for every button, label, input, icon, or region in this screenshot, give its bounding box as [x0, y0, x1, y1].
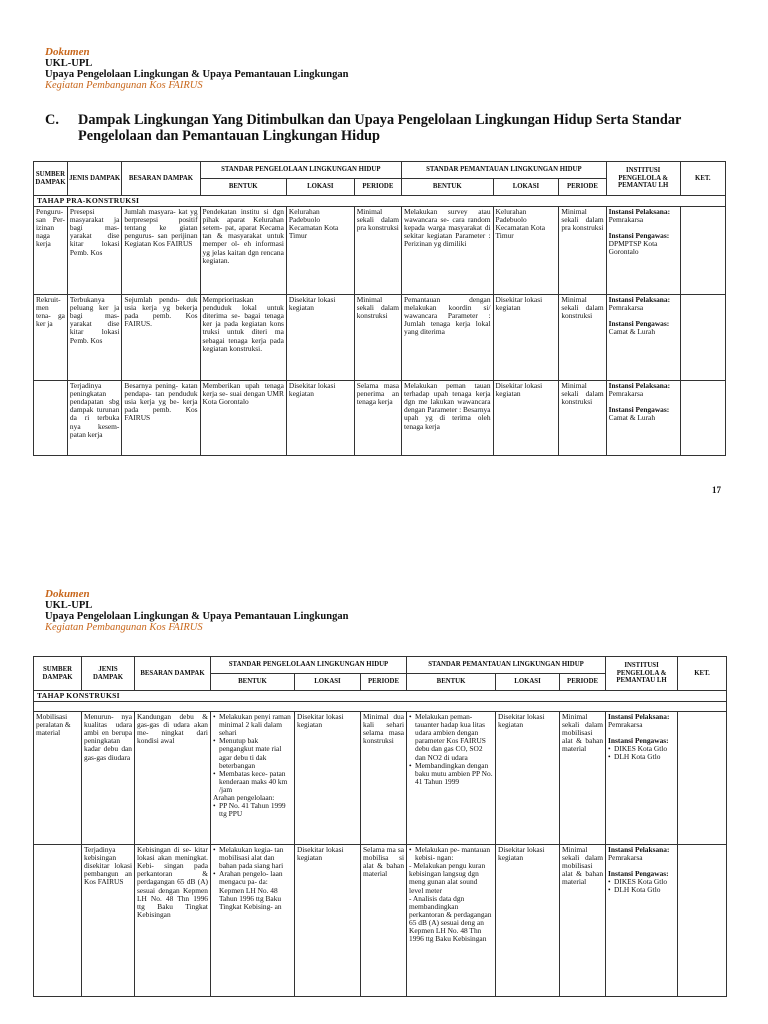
col-periode-kelola: PERIODE [354, 179, 401, 196]
pengawas-label: Instansi Pengawas: [608, 319, 670, 329]
col-periode-pantau: PERIODE [559, 179, 606, 196]
pengawas-item: • DIKES Kota Gtlo [614, 745, 675, 753]
document-label: Dokumen [45, 46, 90, 58]
cell-institusi [606, 845, 678, 997]
header-title: Upaya Pengelolaan Lingkungan & Upaya Pemantauan Lingkungan [45, 611, 349, 622]
pengawas-label: Instansi Pengawas: [608, 736, 669, 746]
pengawas-item: • DLH Kota Gtlo [614, 886, 675, 894]
cell-sumber: Penguru- san Per- izinan naga kerja [34, 207, 68, 295]
cell-periode-kelola: Selama masa penerima an tenaga kerja [354, 381, 401, 456]
pelaksana-value: Pemrakarsa [608, 215, 644, 225]
col-sumber-dampak: SUMBER DAMPAK [34, 162, 68, 196]
col-standar-pemantauan: STANDAR PEMANTAUAN LINGKUNGAN HIDUP [402, 162, 607, 179]
col-jenis-dampak: JENIS DAMPAK [67, 162, 121, 196]
cell-lokasi-pantau: Disekitar lokasi kegiatan [496, 712, 560, 845]
cell-lokasi-pantau: Kelurahan Padebuolo Kecamatan Kota Timur [493, 207, 559, 295]
pantau-item: - Analisis data dgn membandingkan perkantoran & perdagangan 65 dB (A) sesuai deng an Kepmen LH No. 48 Thn 1996 ttg Baku Kebisingan [409, 893, 492, 944]
stage-row: TAHAP KONSTRUKSI [34, 691, 727, 702]
spacer-row [34, 702, 727, 712]
col-lokasi-kelola: LOKASI [286, 179, 354, 196]
pengawas-item: • DIKES Kota Gtlo [614, 878, 675, 886]
cell-bentuk-kelola: Memberikan upah tenaga kerja se- suai dengan UMR Kota Gorontalo [200, 381, 286, 456]
pelaksana-label: Instansi Pelaksana: [608, 207, 671, 217]
col-standar-pengelolaan: STANDAR PENGELOLAAN LINGKUNGAN HIDUP [211, 657, 407, 674]
col-periode-kelola: PERIODE [361, 674, 407, 691]
cell-periode-kelola: Minimal dua kali sehari selama masa konstruksi [361, 712, 407, 845]
table-row [34, 381, 726, 456]
cell-bentuk-kelola: Pendekatan institu si dgn pihak aparat Kelurahan setem- pat, aparat Kecama tan & masyarakat untuk memper ol- eh informasi yg jelas kaitan dgn rencana kegiatan. [200, 207, 286, 295]
col-institusi: INSTITUSI PENGELOLA & PEMANTAU LH [606, 657, 678, 691]
pantau-item: - Melakukan pengu kuran kebisingan langsug dgn meng gunan alat sound level meter [409, 861, 486, 895]
cell-lokasi-pantau: Disekitar lokasi kegiatan [493, 381, 559, 456]
cell-bentuk-pantau: Pemantauan dengan melakukan koordin si/ wawancara Parameter : Jumlah tenaga kerja lokal yang diterima [402, 295, 494, 381]
header-activity: Kegiatan Pembangunan Kos FAIRUS [45, 80, 203, 91]
cell-jenis: Terjadinya kebisingan disekitar lokasi pembangun an Kos FAIRUS [82, 845, 135, 997]
col-lokasi-kelola: LOKASI [295, 674, 361, 691]
cell-sumber [34, 845, 82, 997]
cell-lokasi-kelola: Disekitar lokasi kegiatan [286, 295, 354, 381]
document-label: Dokumen [45, 588, 90, 600]
cell-lokasi-kelola: Kelurahan Padebuolo Kecamatan Kota Timur [286, 207, 354, 295]
pelaksana-value: Pemrakarsa [608, 720, 643, 730]
cell-institusi [606, 712, 678, 845]
cell-ket [680, 207, 725, 295]
cell-periode-kelola: Minimal sekali dalam konstruksi [354, 295, 401, 381]
col-standar-pemantauan: STANDAR PEMANTAUAN LINGKUNGAN HIDUP [407, 657, 606, 674]
cell-periode-pantau: Minimal sekali dalam konstruksi [559, 295, 606, 381]
pantau-item: • Membandingkan dengan baku mutu ambien PP No. 41 Tahun 1999 [415, 762, 493, 786]
cell-sumber [34, 381, 68, 456]
cell-lokasi-kelola: Disekitar lokasi kegiatan [295, 712, 361, 845]
stage-row: TAHAP PRA-KONSTRUKSI [34, 196, 726, 207]
header-activity: Kegiatan Pembangunan Kos FAIRUS [45, 622, 203, 633]
section-heading [45, 112, 735, 144]
table-row [34, 845, 727, 997]
col-lokasi-pantau: LOKASI [493, 179, 559, 196]
col-lokasi-pantau: LOKASI [496, 674, 560, 691]
cell-sumber: Mobilisasi peralatan & material [34, 712, 82, 845]
pelaksana-value: Pemrakarsa [608, 853, 643, 863]
cell-periode-kelola: Minimal sekali dalam pra konstruksi [354, 207, 401, 295]
cell-besaran: Kebisingan di se- kitar lokasi akan meningkat. Kebi- singan pada perkantoran & perdagangan 65 dB (A) sesuai dengan Kepmen LH No. 48 Thn 1996 ttg Baku Tingkat Kebisingan [135, 845, 211, 997]
kelola-item: • Melakukan kegia- tan mobilisasi alat dan bahan pada siang hari [219, 846, 292, 870]
pengawas-label: Instansi Pengawas: [608, 231, 670, 241]
cell-sumber: Rekruit- men tena- ga ker ja [34, 295, 68, 381]
col-bentuk-kelola: BENTUK [211, 674, 295, 691]
header-ukl-upl: UKL-UPL [45, 58, 93, 69]
document-header [45, 46, 348, 91]
cell-lokasi-pantau: Disekitar lokasi kegiatan [493, 295, 559, 381]
kelola-item: • Melakukan penyi raman minimal 2 kali dalam sehari [219, 713, 292, 737]
col-besaran-dampak: BESARAN DAMPAK [135, 657, 211, 691]
pelaksana-label: Instansi Pelaksana: [608, 295, 671, 305]
table-row [34, 295, 726, 381]
cell-institusi [606, 295, 680, 381]
cell-lokasi-kelola: Disekitar lokasi kegiatan [295, 845, 361, 997]
header-title: Upaya Pengelolaan Lingkungan & Upaya Pemantauan Lingkungan [45, 69, 349, 80]
col-sumber-dampak: SUMBER DAMPAK [34, 657, 82, 691]
col-jenis-dampak: JENIS DAMPAK [82, 657, 135, 691]
cell-besaran: Kandungan debu & gas-gas di udara akan me- ningkat dari kondisi awal [135, 712, 211, 845]
col-besaran-dampak: BESARAN DAMPAK [122, 162, 200, 196]
pantau-item: • Melakukan peman- tauanter hadap kua litas udara ambien dengan parameter Kos FAIRUS debu dan gas CO, SO2 dan NO2 di udara [415, 713, 493, 762]
cell-bentuk-kelola [211, 712, 295, 845]
cell-besaran: Jumlah masyara- kat yg berpresepsi positif tentang ke giatan pengurus- san perijinan Kegiatan Kos FAIRUS [122, 207, 200, 295]
cell-ket [678, 845, 727, 997]
cell-institusi [606, 207, 680, 295]
cell-jenis: Menurun- nya kualitas udara ambi en berupa peningkatan kadar debu dan gas-gas diudara [82, 712, 135, 845]
pengawas-value: DPMPTSP Kota Gorontalo [608, 239, 658, 257]
arahan-label: Arahan pengelolaan: [213, 793, 275, 803]
cell-periode-kelola: Selama ma sa mobilisa si alat & bahan material [361, 845, 407, 997]
kelola-item: • Arahan pengelo- laan mengacu pa- da: Kepmen LH No. 48 Tahun 1996 ttg Baku Tingkat Kebising- an [219, 870, 292, 910]
section-title: Dampak Lingkungan Yang Ditimbulkan dan Upaya Pengelolaan Lingkungan Hidup Serta Standar Pengelolaan dan Pemantauan Lingkungan Hidup [78, 112, 682, 144]
col-bentuk-pantau: BENTUK [407, 674, 496, 691]
pengawas-label: Instansi Pengawas: [608, 869, 669, 879]
arahan-item: • PP No. 41 Tahun 1999 ttg PPU [219, 802, 292, 818]
pengawas-value: Camat & Lurah [608, 413, 656, 423]
cell-jenis: Presepsi masyarakat ja bagi mas- yarakat dise kitar lokasi Pemb. Kos [67, 207, 121, 295]
cell-ket [678, 712, 727, 845]
table-row [34, 712, 727, 845]
pengawas-value: Camat & Lurah [608, 327, 656, 337]
kelola-item: • Membatas kece- patan kenderaan maks 40 km /jam [219, 770, 292, 794]
col-standar-pengelolaan: STANDAR PENGELOLAAN LINGKUNGAN HIDUP [200, 162, 402, 179]
cell-bentuk-kelola: Memprioritaskan penduduk lokal untuk diterima se- bagai tenaga ker ja pada kegiatan kons truksi untuk diteri ma sebagai tenaga kerja pada kegiatan konstruksi. [200, 295, 286, 381]
pelaksana-label: Instansi Pelaksana: [608, 712, 670, 722]
cell-institusi [606, 381, 680, 456]
cell-bentuk-pantau [407, 712, 496, 845]
col-institusi: INSTITUSI PENGELOLA & PEMANTAU LH [606, 162, 680, 196]
col-bentuk-kelola: BENTUK [200, 179, 286, 196]
col-ket: KET. [678, 657, 727, 691]
cell-bentuk-pantau: Melakukan peman tauan terhadap upah tenaga kerja dgn me lakukan wawancara dengan Parameter : Besarnya upah yg di terima oleh tenaga kerja [402, 381, 494, 456]
cell-periode-pantau: Minimal sekali dalam konstruksi [559, 381, 606, 456]
cell-ket [680, 295, 725, 381]
pelaksana-value: Pemrakarsa [608, 303, 644, 313]
cell-besaran: Besarnya pening- katan pendapa- tan penduduk usia kerja yg be- kerja pada pemb. Kos FAIRUS [122, 381, 200, 456]
pelaksana-label: Instansi Pelaksana: [608, 381, 671, 391]
cell-bentuk-pantau: Melakukan survey atau wawancara se- cara random kepada warga masyarakat di sekitar kegiatan Parameter : Perizinan yg dimiliki [402, 207, 494, 295]
cell-besaran: Sejumlah pendu- duk usia kerja yg bekerja pada pemb. Kos FAIRUS. [122, 295, 200, 381]
cell-ket [680, 381, 725, 456]
pelaksana-label: Instansi Pelaksana: [608, 845, 670, 855]
cell-bentuk-pantau [407, 845, 496, 997]
cell-bentuk-kelola [211, 845, 295, 997]
table-row [34, 207, 726, 295]
pantau-intro: • Melakukan pe- mantauan kebisi- ngan: [415, 846, 493, 862]
section-letter: C. [45, 112, 59, 128]
cell-periode-pantau: Minimal sekali dalam pra konstruksi [559, 207, 606, 295]
pengawas-label: Instansi Pengawas: [608, 405, 670, 415]
cell-jenis: Terbukanya peluang ker ja bagi mas- yarakat dise kitar lokasi Pemb. Kos [67, 295, 121, 381]
page-number: 17 [712, 485, 721, 495]
impact-table-konstruksi [33, 656, 727, 997]
col-bentuk-pantau: BENTUK [402, 179, 494, 196]
col-periode-pantau: PERIODE [560, 674, 606, 691]
cell-periode-pantau: Minimal sekali dalam mobilisasi alat & bahan material [560, 845, 606, 997]
kelola-item: • Menutup bak pengangkut mate rial agar debu ti dak beterbangan [219, 737, 292, 769]
cell-jenis: Terjadinya peningkatan pendapatan sbg dampak turunan da ri terbuka nya kesem- patan kerja [67, 381, 121, 456]
pelaksana-value: Pemrakarsa [608, 389, 644, 399]
cell-lokasi-pantau: Disekitar lokasi kegiatan [496, 845, 560, 997]
cell-lokasi-kelola: Disekitar lokasi kegiatan [286, 381, 354, 456]
document-header-2 [45, 588, 348, 633]
col-ket: KET. [680, 162, 725, 196]
pengawas-item: • DLH Kota Gtlo [614, 753, 675, 761]
cell-periode-pantau: Minimal sekali dalam mobilisasi alat & bahan material [560, 712, 606, 845]
impact-table-pra-konstruksi [33, 161, 726, 456]
header-ukl-upl: UKL-UPL [45, 600, 93, 611]
